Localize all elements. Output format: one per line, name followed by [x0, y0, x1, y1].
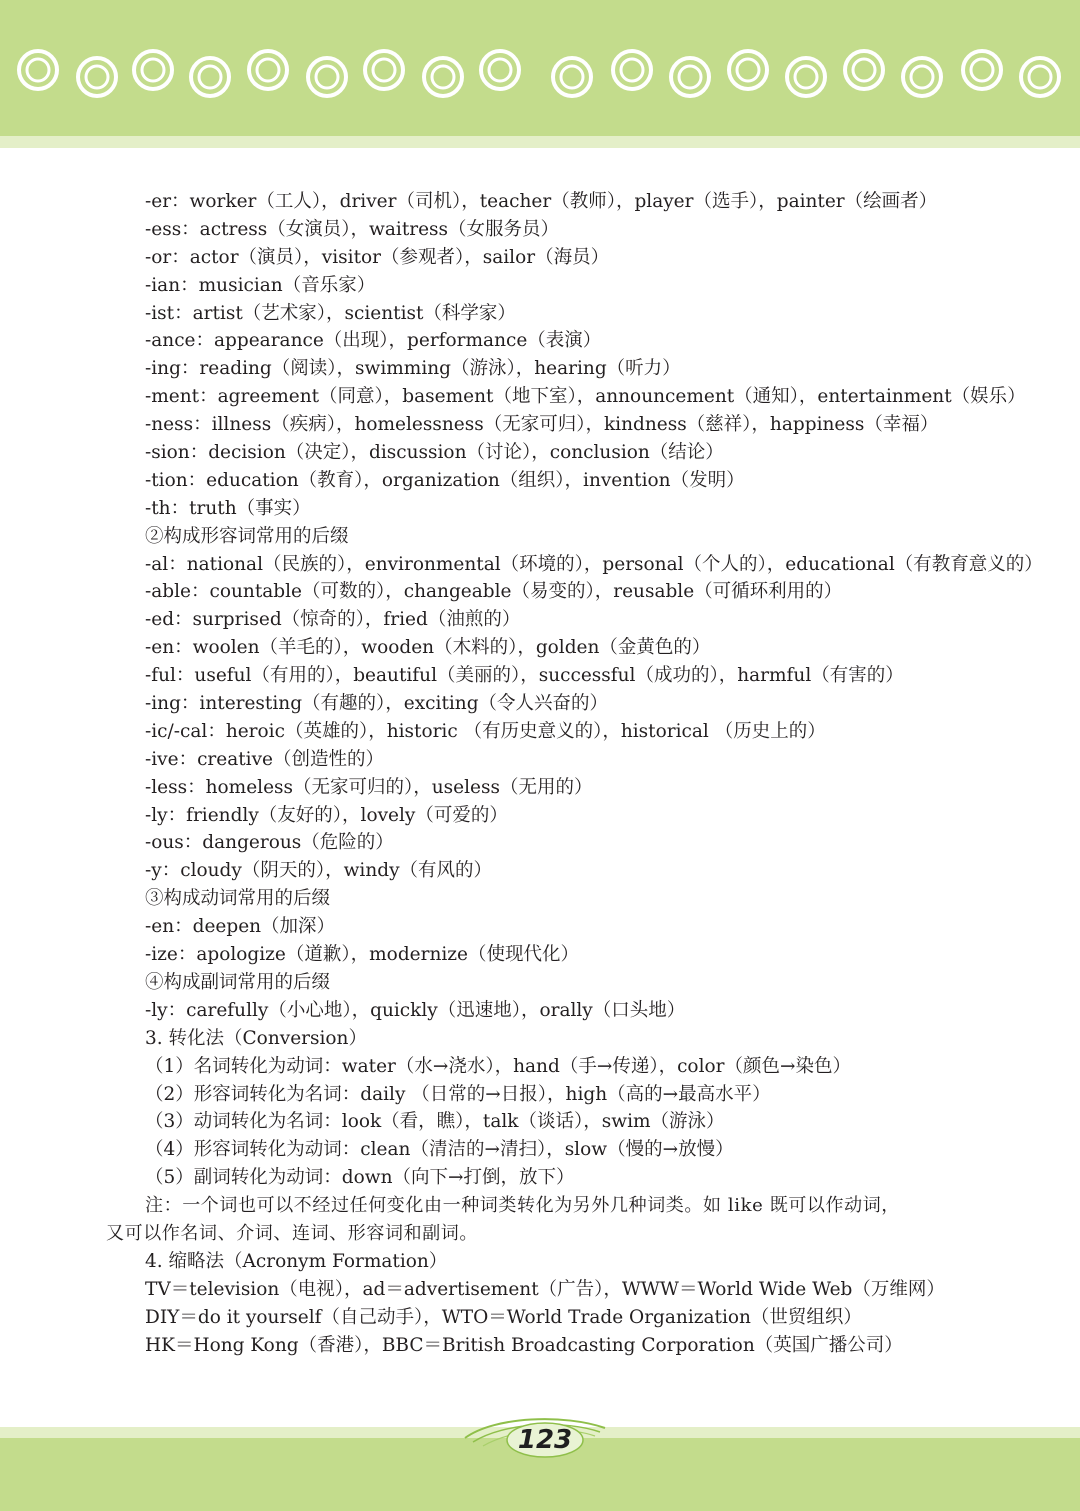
ring-decoration: [432, 66, 454, 88]
ring-decoration: [553, 58, 591, 96]
text-line: -ment：agreement（同意），basement（地下室），announcement（通知），entertainment（娱乐）: [145, 386, 1026, 408]
header-ring-decoration: [0, 0, 1080, 136]
ring-decoration: [963, 51, 1001, 89]
ring-decoration: [142, 59, 164, 81]
text-line: -en：deepen（加深）: [145, 916, 336, 938]
section-heading: ②构成形容词常用的后缀: [145, 525, 349, 547]
ring-decoration: [613, 51, 651, 89]
ring-decoration: [316, 66, 338, 88]
ring-decoration: [373, 59, 395, 81]
text-line: -able：countable（可数的），changeable（易变的），reusable（可循环利用的）: [145, 581, 843, 603]
section-heading: ③构成动词常用的后缀: [145, 888, 331, 910]
ring-decoration: [78, 58, 116, 96]
text-line: TV＝television（电视），ad＝advertisement（广告），WWW＝World Wide Web（万维网）: [145, 1278, 945, 1300]
text-line: DIY＝do it yourself（自己动手），WTO＝World Trade Organization（世贸组织）: [145, 1306, 862, 1328]
ring-decoration: [249, 51, 287, 89]
text-line: -ly：friendly（友好的），lovely（可爱的）: [145, 804, 508, 826]
ring-decoration: [191, 58, 229, 96]
text-line: -ing：reading（阅读），swimming（游泳），hearing（听力）: [145, 358, 681, 380]
text-line: -ness：illness（疾病），homelessness（无家可归），kindness（慈祥），happiness（幸福）: [145, 414, 939, 436]
text-line: -ive：creative（创造性的）: [145, 748, 385, 770]
ring-decoration: [365, 51, 403, 89]
ring-decoration: [795, 66, 817, 88]
section-heading: ④构成副词常用的后缀: [145, 971, 331, 993]
text-line: -ly：carefully（小心地），quickly（迅速地），orally（口头地）: [145, 999, 686, 1021]
page-number: 123: [517, 1425, 573, 1455]
text-line: -ize：apologize（道歉），modernize（使现代化）: [145, 944, 579, 966]
note-line: 注：一个词也可以不经过任何变化由一种词类转化为另外几种词类。如 like 既可以作动词，: [145, 1195, 900, 1217]
text-line: -th：truth（事实）: [145, 497, 311, 519]
ring-decoration: [1021, 58, 1059, 96]
ring-decoration: [424, 58, 462, 96]
text-line: -or：actor（演员），visitor（参观者），sailor（海员）: [145, 246, 610, 268]
text-line: -y：cloudy（阴天的），windy（有风的）: [145, 860, 493, 882]
text-line: （2）形容词转化为名词：daily （日常的→日报），high（高的→最高水平）: [145, 1083, 771, 1105]
suffix-lines: [0, 188, 1080, 1192]
ring-decoration: [853, 59, 875, 81]
ring-decoration: [845, 51, 883, 89]
text-line: -ing：interesting（有趣的），exciting（令人兴奋的）: [145, 693, 609, 715]
ring-decoration: [86, 66, 108, 88]
text-line: -ous：dangerous（危险的）: [145, 832, 394, 854]
ring-decoration: [199, 66, 221, 88]
section-heading: 3. 转化法（Conversion）: [145, 1027, 367, 1049]
acronym-lines: [0, 1248, 1080, 1360]
ring-decoration: [729, 51, 767, 89]
text-line: -al：national（民族的），environmental（环境的），personal（个人的），educational（有教育意义的）: [145, 553, 1043, 575]
text-line: -ic/-cal：heroic（英雄的），historic （有历史意义的），historical （历史上的）: [145, 720, 826, 742]
text-line: （4）形容词转化为动词：clean（清洁的→清扫），slow（慢的→放慢）: [145, 1139, 734, 1161]
ring-decoration: [903, 58, 941, 96]
ring-decoration: [621, 59, 643, 81]
text-line: -en：woolen（羊毛的），wooden（木料的），golden（金黄色的）: [145, 637, 711, 659]
text-line: -er：worker（工人），driver（司机），teacher（教师），player（选手），painter（绘画者）: [145, 191, 938, 212]
text-line: -ful：useful（有用的），beautiful（美丽的），successful（成功的），harmful（有害的）: [145, 665, 904, 687]
text-line: HK＝Hong Kong（香港），BBC＝British Broadcasting Corporation（英国广播公司）: [145, 1334, 903, 1356]
ring-decoration: [679, 66, 701, 88]
ring-decoration: [489, 59, 511, 81]
ring-decoration: [481, 51, 519, 89]
text-line: -ian：musician（音乐家）: [145, 274, 376, 296]
ring-decoration: [19, 51, 57, 89]
ring-decoration: [257, 59, 279, 81]
text-line: （5）副词转化为动词：down（向下→打倒，放下）: [145, 1167, 575, 1189]
ring-decoration: [971, 59, 993, 81]
text-line: -ist：artist（艺术家），scientist（科学家）: [145, 302, 516, 324]
ring-decoration: [1029, 66, 1051, 88]
ring-decoration: [27, 59, 49, 81]
text-line: （3）动词转化为名词：look（看，瞧），talk（谈话），swim（游泳）: [145, 1111, 725, 1133]
note-line-continued: 又可以作名词、介词、连词、形容词和副词。: [106, 1222, 478, 1244]
ring-decoration: [561, 66, 583, 88]
page-content: [0, 188, 1080, 1359]
ring-decoration: [737, 59, 759, 81]
text-line: -sion：decision（决定），discussion（讨论），conclusion（结论）: [145, 442, 724, 464]
text-line: -tion：education（教育），organization（组织），invention（发明）: [145, 469, 745, 491]
text-line: （1）名词转化为动词：water（水→浇水），hand（手→传递），color（颜色→染色）: [145, 1055, 851, 1077]
text-line: -less：homeless（无家可归的），useless（无用的）: [145, 776, 593, 798]
ring-decoration: [134, 51, 172, 89]
ring-decoration: [671, 58, 709, 96]
section-heading: 4. 缩略法（Acronym Formation）: [145, 1250, 448, 1272]
ring-decoration: [308, 58, 346, 96]
text-line: -ess：actress（女演员），waitress（女服务员）: [145, 218, 560, 240]
text-line: -ance：appearance（出现），performance（表演）: [145, 330, 602, 352]
ring-decoration: [787, 58, 825, 96]
text-line: -ed：surprised（惊奇的），fried（油煎的）: [145, 609, 521, 631]
ring-decoration: [911, 66, 933, 88]
header-stripe: [0, 136, 1080, 148]
